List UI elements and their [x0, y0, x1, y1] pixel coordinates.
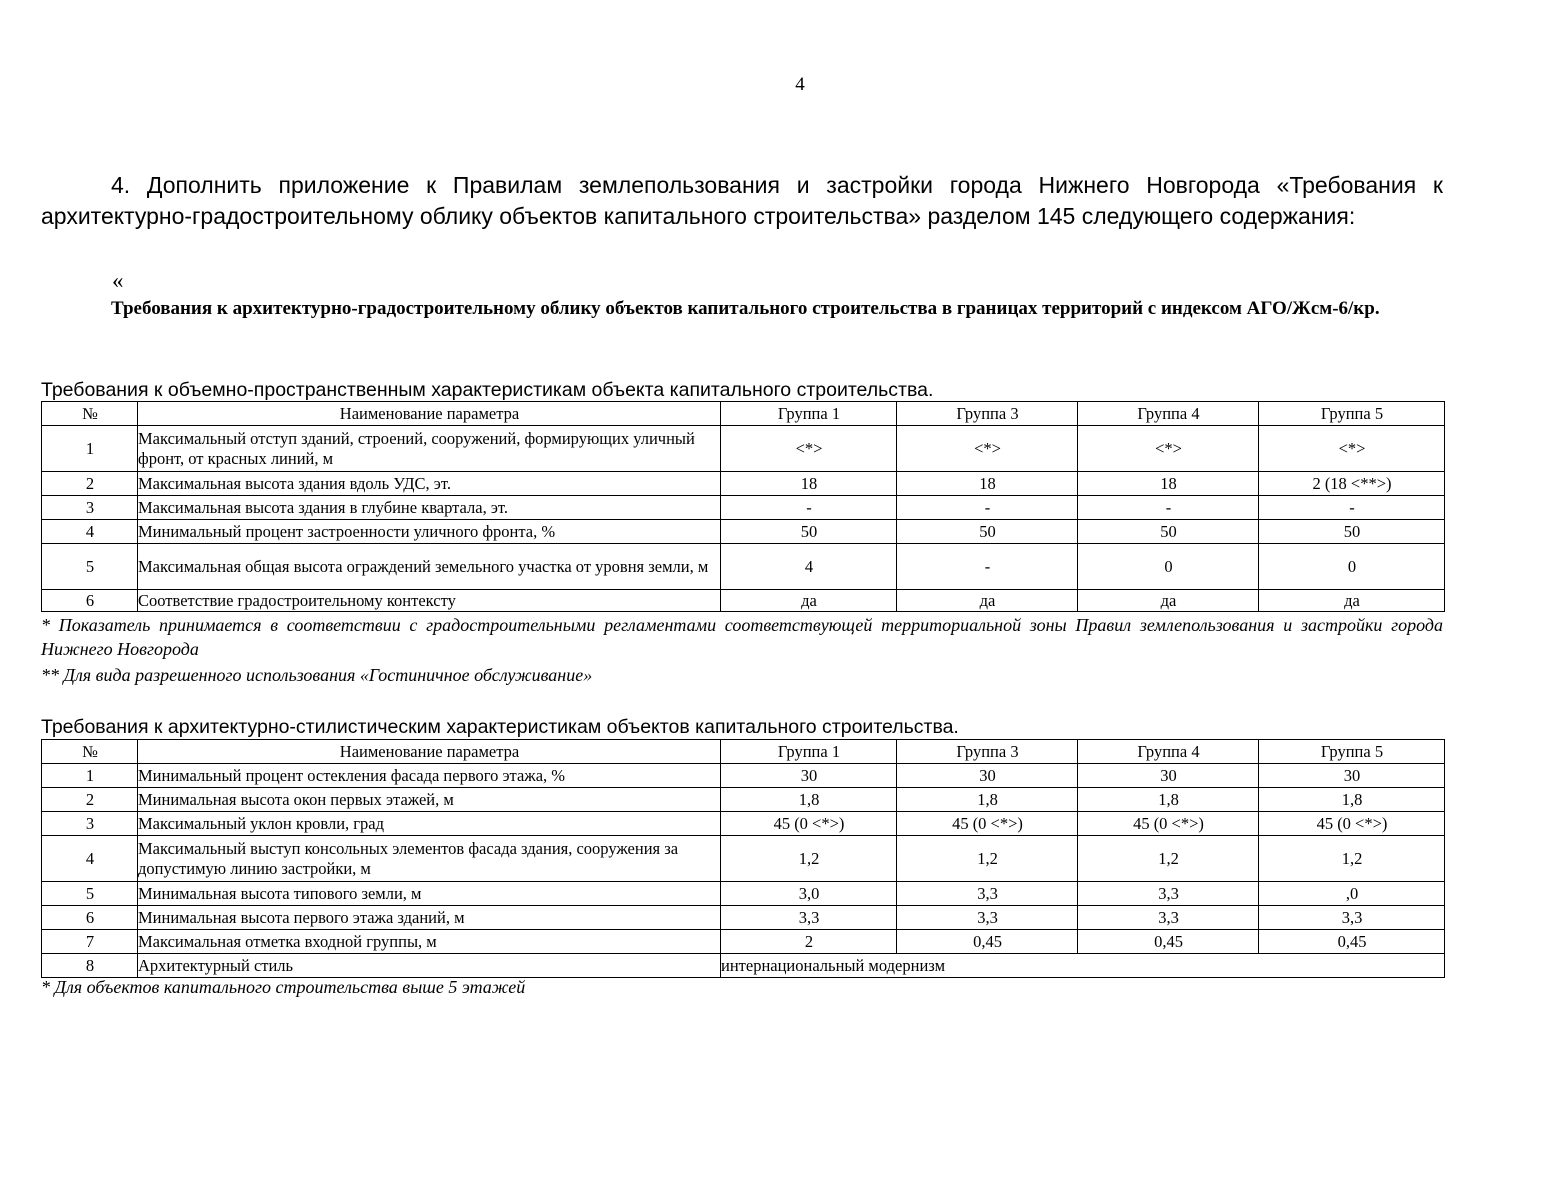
- table1-footnote-1: * Показатель принимается в соответствии с градостроительными регламентами соответствующей территориальной зоны Правил землепользования и застройки города Нижнего Новгорода: [41, 615, 1443, 659]
- table2-caption: Требования к архитектурно-стилистическим характеристикам объектов капитального строительства.: [41, 716, 959, 738]
- row-number: 3: [42, 496, 138, 520]
- parameter-name: Минимальный процент застроенности уличного фронта, %: [138, 520, 721, 544]
- parameter-name: Максимальный выступ консольных элементов фасада здания, сооружения за допустимую линию застройки, м: [138, 836, 721, 882]
- group-5-value: да: [1259, 590, 1445, 612]
- table-row: [42, 544, 1445, 590]
- group-5-value: 0,45: [1259, 930, 1445, 954]
- group-5-value: 30: [1259, 764, 1445, 788]
- table1-footnote-2: ** Для вида разрешенного использования «Гостиничное обслуживание»: [41, 665, 593, 685]
- group-5-value: -: [1259, 496, 1445, 520]
- section-heading-text: Требования к архитектурно-градостроительному облику объектов капитального строительства в границах территорий с индексом АГО/Жсм-6/кр.: [111, 298, 1380, 319]
- parameter-name: Минимальная высота окон первых этажей, м: [138, 788, 721, 812]
- group-1-value: да: [721, 590, 897, 612]
- group-3-value: да: [897, 590, 1078, 612]
- header-group-4: Группа 4: [1078, 740, 1259, 764]
- group-1-value: 1,8: [721, 788, 897, 812]
- group-1-value: 3,0: [721, 882, 897, 906]
- group-4-value: да: [1078, 590, 1259, 612]
- group-4-value: 1,8: [1078, 788, 1259, 812]
- row-number: 6: [42, 590, 138, 612]
- group-3-value: -: [897, 544, 1078, 590]
- group-3-value: 0,45: [897, 930, 1078, 954]
- header-group-3: Группа 3: [897, 740, 1078, 764]
- table2-footnote: * Для объектов капитального строительства выше 5 этажей: [41, 977, 526, 997]
- table-row: [42, 590, 1445, 612]
- group-5-value: 45 (0 <*>): [1259, 812, 1445, 836]
- table-header-row: [42, 740, 1445, 764]
- table-row: [42, 812, 1445, 836]
- table-row: [42, 954, 1445, 978]
- group-4-value: 1,2: [1078, 836, 1259, 882]
- group-3-value: 1,8: [897, 788, 1078, 812]
- group-1-value: 3,3: [721, 906, 897, 930]
- row-number: 7: [42, 930, 138, 954]
- header-group-4: Группа 4: [1078, 402, 1259, 426]
- group-3-value: 45 (0 <*>): [897, 812, 1078, 836]
- table-row: [42, 764, 1445, 788]
- table-row: [42, 882, 1445, 906]
- group-1-value: 50: [721, 520, 897, 544]
- header-group-1: Группа 1: [721, 740, 897, 764]
- group-1-value: 45 (0 <*>): [721, 812, 897, 836]
- group-4-value: -: [1078, 496, 1259, 520]
- group-1-value: 4: [721, 544, 897, 590]
- header-parameter: Наименование параметра: [138, 740, 721, 764]
- style-requirements-table: [41, 739, 1445, 978]
- header-group-5: Группа 5: [1259, 402, 1445, 426]
- row-number: 4: [42, 520, 138, 544]
- group-4-value: 30: [1078, 764, 1259, 788]
- table1-caption: Требования к объемно-пространственным характеристикам объекта капитального строительства.: [41, 379, 934, 401]
- row-number: 3: [42, 812, 138, 836]
- parameter-name: Минимальная высота первого этажа зданий, м: [138, 906, 721, 930]
- parameter-name: Архитектурный стиль: [138, 954, 721, 978]
- table-row: [42, 426, 1445, 472]
- parameter-name: Минимальная высота типового земли, м: [138, 882, 721, 906]
- page-number: 4: [795, 74, 805, 95]
- opening-quote: «: [112, 268, 124, 293]
- architectural-style-value: интернациональный модернизм: [721, 954, 1445, 978]
- group-4-value: 3,3: [1078, 882, 1259, 906]
- intro-paragraph-text: 4. Дополнить приложение к Правилам землепользования и застройки города Нижнего Новгорода «Требования к архитектурно-градостроительному облику объектов капитального строительства» разделом 145 следующего содержания:: [41, 172, 1443, 229]
- parameter-name: Минимальный процент остекления фасада первого этажа, %: [138, 764, 721, 788]
- group-4-value: 0,45: [1078, 930, 1259, 954]
- group-4-value: 3,3: [1078, 906, 1259, 930]
- row-number: 2: [42, 472, 138, 496]
- group-4-value: 18: [1078, 472, 1259, 496]
- group-1-value: -: [721, 496, 897, 520]
- header-number: №: [42, 402, 138, 426]
- group-3-value: 1,2: [897, 836, 1078, 882]
- table-row: [42, 472, 1445, 496]
- header-group-1: Группа 1: [721, 402, 897, 426]
- table-header-row: [42, 402, 1445, 426]
- group-3-value: -: [897, 496, 1078, 520]
- parameter-name: Соответствие градостроительному контексту: [138, 590, 721, 612]
- group-3-value: 3,3: [897, 906, 1078, 930]
- intro-paragraph: [41, 170, 1443, 232]
- table-row: [42, 788, 1445, 812]
- header-number: №: [42, 740, 138, 764]
- group-4-value: <*>: [1078, 426, 1259, 472]
- group-4-value: 50: [1078, 520, 1259, 544]
- row-number: 4: [42, 836, 138, 882]
- group-5-value: 1,8: [1259, 788, 1445, 812]
- volume-requirements-table: [41, 401, 1445, 612]
- group-5-value: 0: [1259, 544, 1445, 590]
- group-5-value: 3,3: [1259, 906, 1445, 930]
- group-5-value: <*>: [1259, 426, 1445, 472]
- parameter-name: Максимальная высота здания в глубине квартала, эт.: [138, 496, 721, 520]
- group-3-value: 30: [897, 764, 1078, 788]
- table-row: [42, 520, 1445, 544]
- group-3-value: <*>: [897, 426, 1078, 472]
- header-parameter: Наименование параметра: [138, 402, 721, 426]
- table-row: [42, 930, 1445, 954]
- group-4-value: 0: [1078, 544, 1259, 590]
- row-number: 2: [42, 788, 138, 812]
- group-5-value: ,0: [1259, 882, 1445, 906]
- group-1-value: 1,2: [721, 836, 897, 882]
- group-1-value: 18: [721, 472, 897, 496]
- row-number: 1: [42, 426, 138, 472]
- group-3-value: 50: [897, 520, 1078, 544]
- row-number: 8: [42, 954, 138, 978]
- group-3-value: 3,3: [897, 882, 1078, 906]
- header-group-3: Группа 3: [897, 402, 1078, 426]
- group-5-value: 2 (18 <**>): [1259, 472, 1445, 496]
- parameter-name: Максимальный уклон кровли, град: [138, 812, 721, 836]
- group-4-value: 45 (0 <*>): [1078, 812, 1259, 836]
- group-3-value: 18: [897, 472, 1078, 496]
- parameter-name: Максимальная высота здания вдоль УДС, эт.: [138, 472, 721, 496]
- section-heading: [41, 296, 1443, 322]
- row-number: 5: [42, 882, 138, 906]
- group-1-value: 30: [721, 764, 897, 788]
- row-number: 1: [42, 764, 138, 788]
- table-row: [42, 906, 1445, 930]
- row-number: 5: [42, 544, 138, 590]
- parameter-name: Максимальная отметка входной группы, м: [138, 930, 721, 954]
- group-5-value: 1,2: [1259, 836, 1445, 882]
- group-1-value: <*>: [721, 426, 897, 472]
- header-group-5: Группа 5: [1259, 740, 1445, 764]
- row-number: 6: [42, 906, 138, 930]
- group-5-value: 50: [1259, 520, 1445, 544]
- table-row: [42, 496, 1445, 520]
- parameter-name: Максимальный отступ зданий, строений, сооружений, формирующих уличный фронт, от красных линий, м: [138, 426, 721, 472]
- parameter-name: Максимальная общая высота ограждений земельного участка от уровня земли, м: [138, 544, 721, 590]
- table-row: [42, 836, 1445, 882]
- group-1-value: 2: [721, 930, 897, 954]
